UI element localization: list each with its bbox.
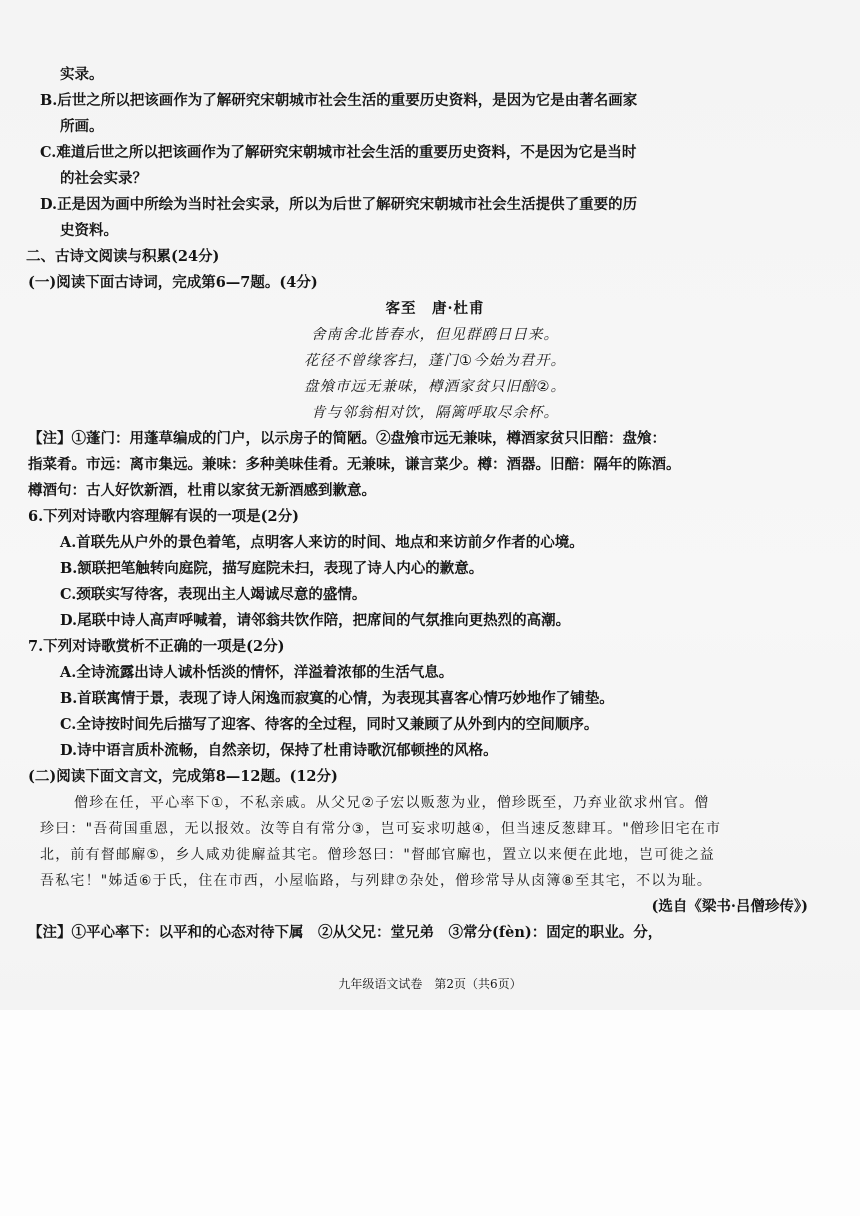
poem-title: 客至 唐·杜甫 <box>385 300 485 317</box>
option-d: D.正是因为画中所绘为当时社会实录，所以为后世了解研究宋朝城市社会生活提供了重要的历 <box>40 196 638 213</box>
passage-line: 僧珍在任，平心率下①，不私亲戚。从父兄②子宏以贩葱为业，僧珍既至，乃弃业欲求州官。僧 <box>74 795 710 811</box>
question-6-option: D.尾联中诗人高声呼喊着，请邻翁共饮作陪，把席间的气氛推向更热烈的高潮。 <box>60 612 571 629</box>
question-6-option: B.颔联把笔触转向庭院，描写庭院未扫，表现了诗人内心的歉意。 <box>60 560 484 577</box>
option-c-prev-tail: 实录。 <box>60 66 104 83</box>
question-7-option: B.首联寓情于景，表现了诗人闲逸而寂寞的心情，为表现其喜客心情巧妙地作了铺垫。 <box>60 690 614 707</box>
question-7-option: A.全诗流露出诗人诚朴恬淡的情怀，洋溢着浓郁的生活气息。 <box>60 664 454 681</box>
passage-line: 珍曰："吾荷国重恩，无以报效。汝等自有常分③，岂可妄求叨越④，但当速反葱肆耳。"僧珍旧宅在市 <box>40 821 722 837</box>
option-b-continued: 所画。 <box>60 118 104 135</box>
option-c-continued: 的社会实录？ <box>60 170 147 187</box>
poem-line: 舍南舍北皆春水，但见群鸥日日来。 <box>311 327 559 343</box>
poem-line: 肯与邻翁相对饮，隔篱呼取尽余杯。 <box>311 405 559 421</box>
question-6-option: C.颈联实写待客，表现出主人竭诚尽意的盛情。 <box>60 586 367 603</box>
page-content <box>26 62 830 946</box>
passage-line: 吾私宅！"姊适⑥于氏，住在市西，小屋临路，与列肆⑦杂处，僧珍常导从卤簿⑧至其宅，不以为耻。 <box>40 873 713 889</box>
option-c: C.难道后世之所以把该画作为了解研究宋朝城市社会生活的重要历史资料，不是因为它是当时 <box>40 144 637 161</box>
question-7-option: D.诗中语言质朴流畅，自然亲切，保持了杜甫诗歌沉郁顿挫的风格。 <box>60 742 498 759</box>
question-6-option: A.首联先从户外的景色着笔，点明客人来访的时间、地点和来访前夕作者的心境。 <box>60 534 584 551</box>
question-7-stem: 7.下列对诗歌赏析不正确的一项是(2分) <box>28 638 285 655</box>
part-two-heading: (二)阅读下面文言文，完成第8—12题。(12分) <box>28 768 338 785</box>
option-d-continued: 史资料。 <box>60 222 118 239</box>
question-7-option: C.全诗按时间先后描写了迎客、待客的全过程，同时又兼顾了从外到内的空间顺序。 <box>60 716 599 733</box>
passage-source: (选自《梁书·吕僧珍传》) <box>651 898 808 915</box>
option-b: B.后世之所以把该画作为了解研究宋朝城市社会生活的重要历史资料，是因为它是由著名画家 <box>40 92 638 109</box>
passage-line: 北，前有督邮廨⑤，乡人咸劝徙廨益其宅。僧珍怒曰："督邮官廨也，置立以来便在此地，岂可徙之益 <box>40 847 715 863</box>
part-one-heading: (一)阅读下面古诗词，完成第6—7题。(4分) <box>28 274 318 291</box>
poem-note: 【注】①蓬门：用蓬草编成的门户，以示房子的简陋。②盘飧市远无兼味，樽酒家贫只旧醅：盘飧： <box>28 430 666 447</box>
poem-note: 樽酒句：古人好饮新酒，杜甫以家贫无新酒感到歉意。 <box>28 482 376 499</box>
page-footer: 九年级语文试卷 第2页（共6页） <box>338 977 522 991</box>
poem-line: 盘飧市远无兼味，樽酒家贫只旧醅②。 <box>304 379 566 395</box>
poem-line: 花径不曾缘客扫，蓬门①今始为君开。 <box>304 353 566 369</box>
poem-note: 指菜肴。市远：离市集远。兼味：多种美味佳肴。无兼味，谦言菜少。樽：酒器。旧醅：隔年的陈酒。 <box>28 456 681 473</box>
passage-note: 【注】①平心率下：以平和的心态对待下属 ②从父兄：堂兄弟 ③常分(fèn)：固定的职业。分， <box>28 924 663 941</box>
question-6-stem: 6.下列对诗歌内容理解有误的一项是(2分) <box>28 508 299 525</box>
section-heading: 二、古诗文阅读与积累(24分) <box>26 248 220 265</box>
